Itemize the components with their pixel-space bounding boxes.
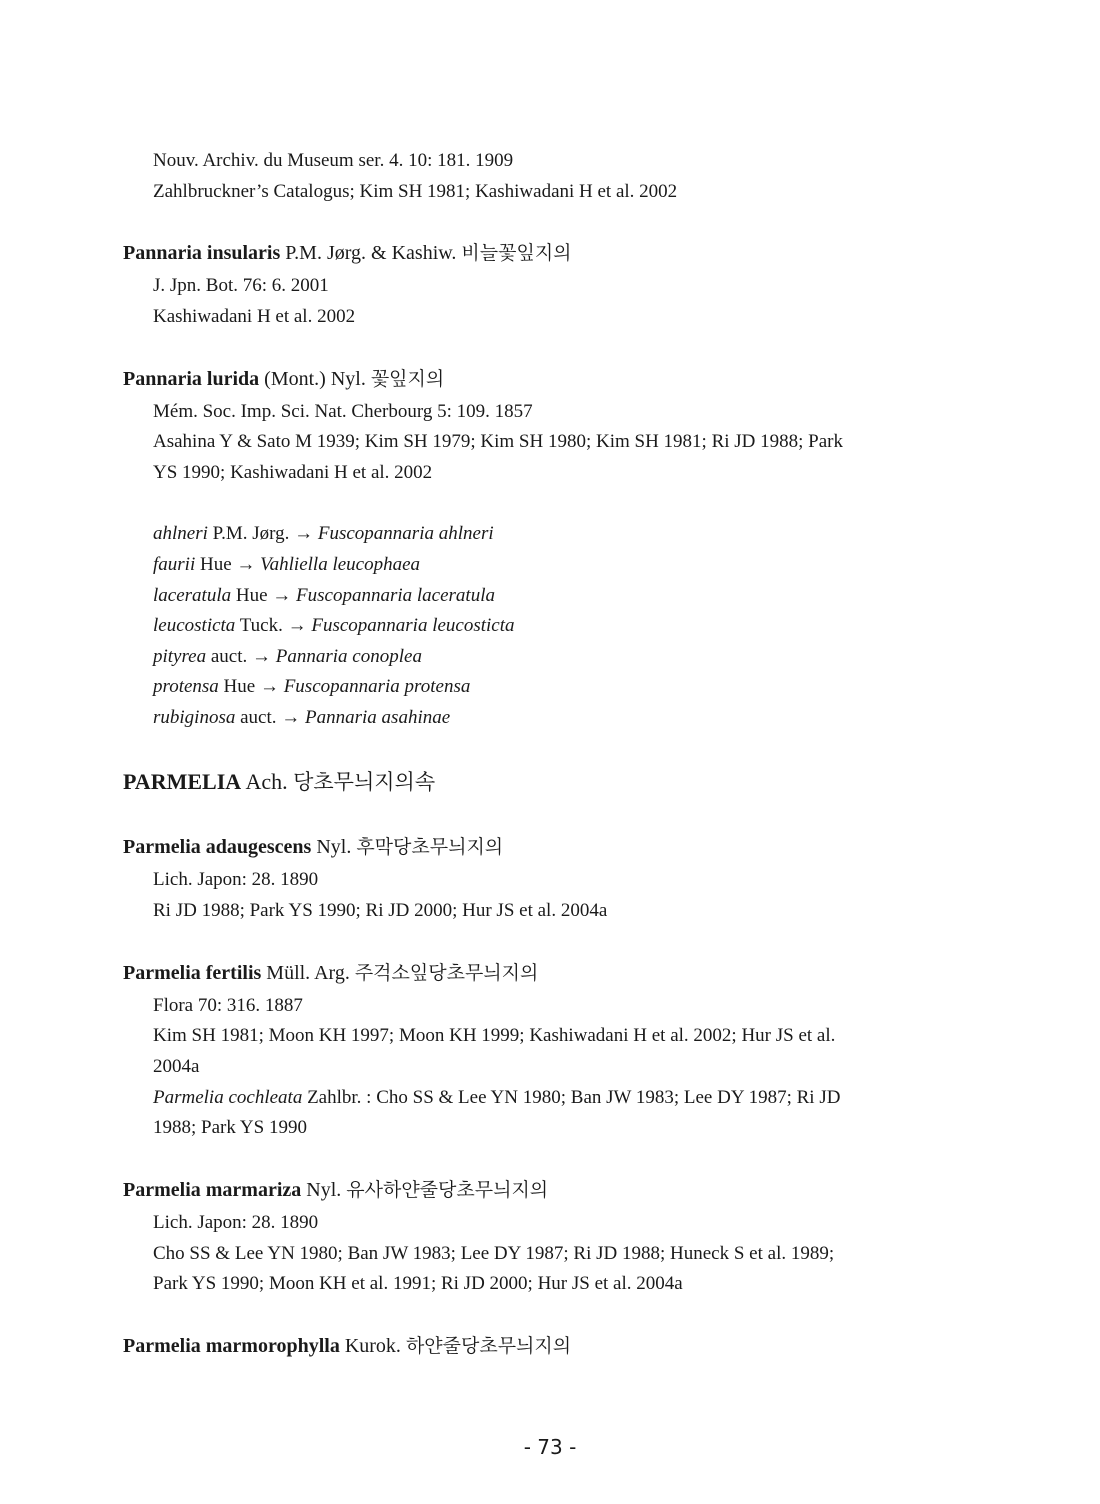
species-author: P.M. Jørg. & Kashiw. bbox=[285, 242, 457, 264]
synonym-author: auct. bbox=[210, 646, 248, 667]
references-line: YS 1990; Kashiwadani H et al. 2002 bbox=[153, 462, 433, 483]
synonym-target: Fuscopannaria ahlneri bbox=[317, 523, 494, 544]
species-heading bbox=[123, 834, 503, 860]
korean-name: 후막당초무늬지의 bbox=[356, 836, 504, 858]
genus-name: Parmelia bbox=[123, 836, 201, 858]
species-heading bbox=[123, 366, 444, 392]
species-author: Kurok. bbox=[344, 1335, 401, 1357]
page-number: - 73 - bbox=[523, 1435, 577, 1459]
publication-line: Lich. Japon: 28. 1890 bbox=[153, 869, 319, 890]
korean-name: 꽃잎지의 bbox=[370, 368, 445, 390]
synonym-name: pityrea bbox=[153, 646, 207, 667]
species-epithet: lurida bbox=[206, 368, 260, 390]
synonym-author: Tuck. bbox=[239, 615, 283, 636]
genus-name: Parmelia bbox=[123, 1179, 201, 1201]
species-author: Nyl. bbox=[306, 1179, 342, 1201]
synonym-target: Fuscopannaria leucosticta bbox=[311, 615, 515, 636]
synonym-author: P.M. Jørg. bbox=[212, 523, 290, 544]
genus-name: Pannaria bbox=[123, 242, 202, 264]
publication-line: J. Jpn. Bot. 76: 6. 2001 bbox=[153, 275, 329, 296]
korean-name: 당초무늬지의속 bbox=[293, 770, 436, 794]
species-author: Müll. Arg. bbox=[266, 962, 350, 984]
arrow-icon: → bbox=[252, 646, 272, 667]
synonym-entry bbox=[153, 705, 450, 731]
species-epithet: adaugescens bbox=[205, 836, 312, 858]
genus-name: Pannaria bbox=[123, 368, 202, 390]
synonym-name: leucosticta bbox=[153, 615, 236, 636]
korean-name: 비늘꽃잎지의 bbox=[461, 242, 572, 264]
synonym-target: Fuscopannaria protensa bbox=[283, 676, 471, 697]
species-epithet: marmariza bbox=[205, 1179, 302, 1201]
synonym-entry bbox=[153, 644, 422, 670]
synonym-name: laceratula bbox=[153, 585, 232, 606]
synonym-references-line: 1988; Park YS 1990 bbox=[153, 1117, 307, 1138]
references-line: Park YS 1990; Moon KH et al. 1991; Ri JD 2000; Hur JS et al. 2004a bbox=[153, 1273, 683, 1294]
species-author: (Mont.) Nyl. bbox=[264, 368, 366, 390]
species-heading bbox=[123, 960, 538, 986]
synonym-target: Pannaria conoplea bbox=[275, 646, 422, 667]
synonym-entry bbox=[153, 521, 494, 547]
korean-name: 하얀줄당초무늬지의 bbox=[405, 1335, 572, 1357]
publication-line: Flora 70: 316. 1887 bbox=[153, 995, 303, 1016]
publication-line: Mém. Soc. Imp. Sci. Nat. Cherbourg 5: 109. 1857 bbox=[153, 401, 533, 422]
synonym-references: Zahlbr. : Cho SS & Lee YN 1980; Ban JW 1983; Lee DY 1987; Ri JD bbox=[307, 1087, 841, 1108]
arrow-icon: → bbox=[294, 523, 314, 544]
synonym-references-line bbox=[153, 1085, 840, 1111]
species-heading bbox=[123, 1333, 571, 1359]
publication-line: Nouv. Archiv. du Museum ser. 4. 10: 181. 1909 bbox=[153, 150, 514, 171]
references-line: 2004a bbox=[153, 1056, 200, 1077]
species-epithet: insularis bbox=[206, 242, 281, 264]
species-epithet: fertilis bbox=[205, 962, 262, 984]
genus-name: Parmelia bbox=[123, 962, 201, 984]
publication-line: Lich. Japon: 28. 1890 bbox=[153, 1212, 319, 1233]
synonym-name: rubiginosa bbox=[153, 707, 236, 728]
species-author: Nyl. bbox=[316, 836, 352, 858]
synonym-target: Fuscopannaria laceratula bbox=[296, 585, 495, 606]
synonym-author: Hue bbox=[223, 676, 256, 697]
synonym-author: Hue bbox=[199, 554, 232, 575]
arrow-icon: → bbox=[281, 707, 301, 728]
references-line: Zahlbruckner’s Catalogus; Kim SH 1981; Kashiwadani H et al. 2002 bbox=[153, 181, 678, 202]
species-heading bbox=[123, 1177, 548, 1203]
species-epithet: marmorophylla bbox=[205, 1335, 340, 1357]
synonym-author: auct. bbox=[240, 707, 277, 728]
synonym-target: Pannaria asahinae bbox=[305, 707, 451, 728]
arrow-icon: → bbox=[272, 585, 292, 606]
synonym-target: Vahliella leucophaea bbox=[260, 554, 421, 575]
arrow-icon: → bbox=[236, 554, 256, 575]
genus-name: Parmelia bbox=[123, 1335, 201, 1357]
genus-heading bbox=[123, 767, 435, 797]
synonym-entry bbox=[153, 674, 470, 700]
arrow-icon: → bbox=[259, 676, 279, 697]
synonym-entry bbox=[153, 613, 515, 639]
korean-name: 유사하얀줄당초무늬지의 bbox=[346, 1179, 549, 1201]
arrow-icon: → bbox=[287, 615, 307, 636]
genus-title: PARMELIA bbox=[123, 769, 242, 794]
korean-name: 주걱소잎당초무늬지의 bbox=[354, 962, 539, 984]
genus-author: Ach. bbox=[245, 769, 288, 794]
references-line: Cho SS & Lee YN 1980; Ban JW 1983; Lee DY 1987; Ri JD 1988; Huneck S et al. 1989; bbox=[153, 1243, 835, 1264]
synonym-name: ahlneri bbox=[153, 523, 208, 544]
synonym-name: Parmelia cochleata bbox=[153, 1087, 303, 1108]
references-line: Asahina Y & Sato M 1939; Kim SH 1979; Kim SH 1980; Kim SH 1981; Ri JD 1988; Park bbox=[153, 431, 844, 452]
references-line: Ri JD 1988; Park YS 1990; Ri JD 2000; Hur JS et al. 2004a bbox=[153, 900, 608, 921]
references-line: Kashiwadani H et al. 2002 bbox=[153, 306, 356, 327]
synonym-name: faurii bbox=[153, 554, 196, 575]
synonym-name: protensa bbox=[153, 676, 219, 697]
synonym-entry bbox=[153, 583, 495, 609]
synonym-author: Hue bbox=[235, 585, 268, 606]
references-line: Kim SH 1981; Moon KH 1997; Moon KH 1999; Kashiwadani H et al. 2002; Hur JS et al. bbox=[153, 1025, 836, 1046]
synonym-entry bbox=[153, 552, 420, 578]
species-heading bbox=[123, 240, 572, 266]
